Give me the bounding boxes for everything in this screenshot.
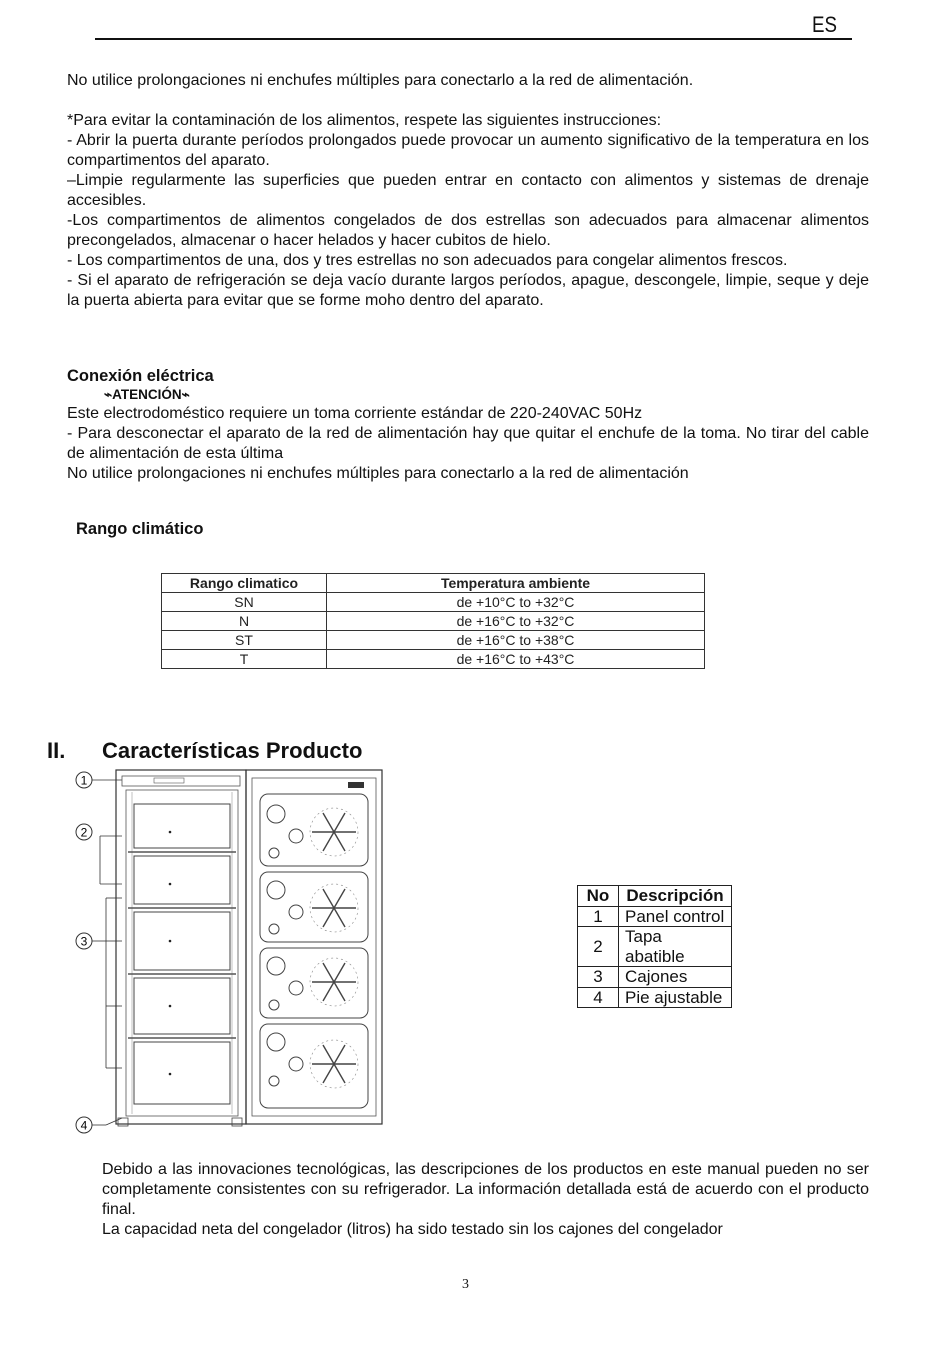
callout-3 [76,898,122,1068]
header-rule [95,38,852,40]
food-bullet: –Limpie regularmente las superficies que pueden entrar en contacto con alimentos y sistemas de drenaje accesibles. [67,172,869,209]
food-bullet: - Si el aparato de refrigeración se deja vacío durante largos períodos, apague, descongele, limpie, seque y deje la puerta abierta para evitar que se forme moho dentro del aparato. [67,272,869,309]
table-cell: SN [162,593,327,612]
table-row [162,593,705,612]
food-bullet: -Los compartimentos de alimentos congelados de dos estrellas son adecuados para almacenar alimentos precongelados, almacenar o hacer helados y hacer cubitos de hielo. [67,212,869,249]
food-bullet: - Los compartimentos de una, dos y tres estrellas no son adecuados para congelar alimentos frescos. [67,252,788,269]
climate-title: Rango climático [76,520,204,538]
page-number: 3 [462,1277,469,1292]
table-cell: de +16°C to +38°C [327,631,705,650]
note-paragraph: Debido a las innovaciones tecnológicas, las descripciones de los productos en este manual pueden no ser completamente consistentes con su refrigerador. La información detallada está de acuerdo con el producto final. [102,1161,869,1218]
snowflake-icon [310,958,358,1006]
table-cell: de +16°C to +32°C [327,612,705,631]
electrical-line: Este electrodoméstico requiere un toma corriente estándar de 220-240VAC 50Hz [67,405,643,422]
intro-line: No utilice prolongaciones ni enchufes múltiples para conectarlo a la red de alimentación. [67,72,694,89]
language-code: ES [812,12,837,37]
food-bullet: - Abrir la puerta durante períodos prolongados puede provocar un aumento significativo de la temperatura en los compartimentos del aparato. [67,132,869,169]
section-number: II. [47,738,66,763]
svg-text:1: 1 [80,773,88,788]
callout-2 [76,824,122,884]
table-cell: 4 [578,987,619,1008]
electrical-line: No utilice prolongaciones ni enchufes múltiples para conectarlo a la red de alimentación [67,465,689,482]
table-cell: N [162,612,327,631]
svg-text:4: 4 [80,1118,88,1133]
table-cell: Tapa abatible [619,927,732,967]
callout-4 [76,1117,122,1133]
product-notes [102,1160,869,1240]
column-header: Descripción [619,886,732,907]
snowflake-icon [310,1040,358,1088]
column-header: Temperatura ambiente [327,574,705,593]
table-header-row [578,886,732,907]
table-cell: 1 [578,906,619,927]
freezer-diagram [66,766,386,1138]
warning-text: ATENCIÓN [112,387,182,402]
snowflake-icon [310,808,358,856]
door [246,770,382,1124]
food-intro: *Para evitar la contaminación de los alimentos, respete las siguientes instrucciones: [67,112,662,129]
food-instructions [67,111,869,311]
table-cell: 3 [578,967,619,988]
warning-bolt-icon: ⌁ [181,387,190,402]
table-row [578,927,732,967]
climate-table [161,573,705,669]
electrical-text [67,404,869,484]
table-cell: T [162,650,327,669]
section-title: Características Producto [102,738,363,763]
table-cell: ST [162,631,327,650]
table-row [162,631,705,650]
table-row [578,987,732,1008]
table-row [162,650,705,669]
table-row [162,612,705,631]
column-header: Rango climatico [162,574,327,593]
warning-label [104,387,190,403]
table-cell: de +10°C to +32°C [327,593,705,612]
parts-table [577,885,732,1008]
table-row [578,906,732,927]
note-paragraph: La capacidad neta del congelador (litros) ha sido testado sin los cajones del congelador [102,1221,723,1238]
table-cell: Pie ajustable [619,987,732,1008]
electrical-line: - Para desconectar el aparato de la red de alimentación hay que quitar el enchufe de la toma. No tirar del cable de alimentación de esta última [67,425,869,462]
svg-text:2: 2 [80,825,88,840]
table-header-row [162,574,705,593]
table-row [578,967,732,988]
callout-1 [76,772,122,788]
snowflake-icon [310,884,358,932]
cabinet [116,770,246,1126]
electrical-title: Conexión eléctrica [67,367,214,385]
column-header: No [578,886,619,907]
table-cell: Cajones [619,967,732,988]
table-cell: 2 [578,927,619,967]
table-cell: de +16°C to +43°C [327,650,705,669]
table-cell: Panel control [619,906,732,927]
warning-bolt-icon: ⌁ [104,387,113,402]
svg-text:3: 3 [80,934,88,949]
